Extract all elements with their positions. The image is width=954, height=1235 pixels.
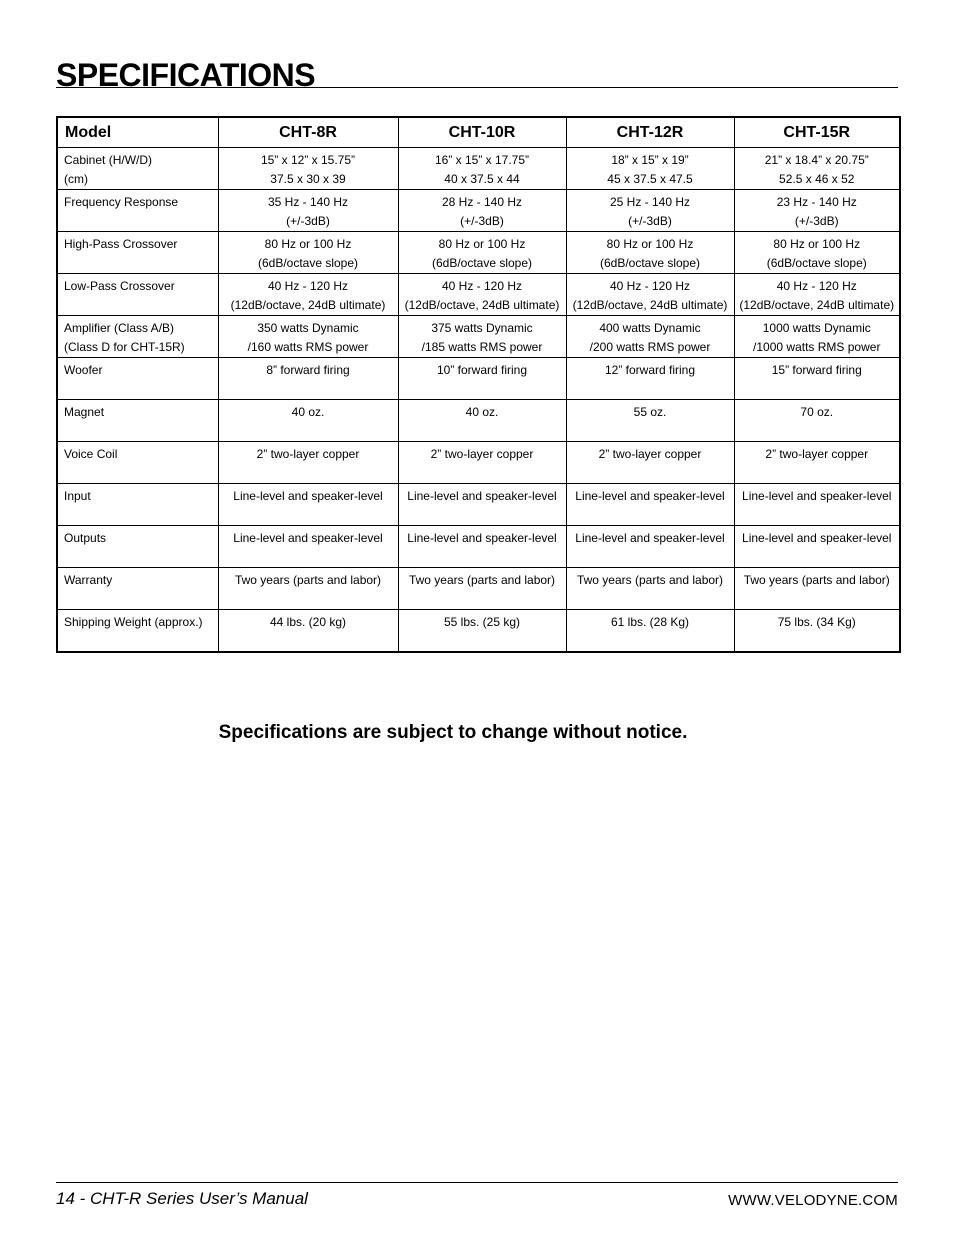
spec-cell: [734, 358, 900, 400]
cell-line: 70 oz.: [800, 405, 834, 419]
spec-cell: [218, 358, 398, 400]
spec-cell: [566, 610, 734, 652]
cell-line: Two years (parts and labor): [408, 573, 556, 587]
spec-cell: [398, 190, 566, 232]
spec-cell: [398, 148, 566, 190]
spec-cell: [566, 358, 734, 400]
spec-cell: [566, 316, 734, 358]
table-row: [57, 148, 900, 190]
row-label: [57, 400, 218, 442]
cell-line: Input: [64, 489, 91, 503]
table-row: [57, 484, 900, 526]
spec-cell: [398, 358, 566, 400]
spec-cell: [398, 568, 566, 610]
footer-website: WWW.VELODYNE.COM: [728, 1192, 898, 1209]
cell-line: Amplifier (Class A/B): [64, 321, 175, 335]
cell-line: (Class D for CHT-15R): [64, 340, 185, 354]
spec-cell: [566, 148, 734, 190]
spec-cell: [398, 232, 566, 274]
spec-cell: [218, 190, 398, 232]
title-divider: [56, 87, 898, 88]
cell-line: (cm): [64, 172, 88, 186]
cell-line: 44 lbs. (20 kg): [269, 615, 347, 629]
spec-cell: [734, 484, 900, 526]
cell-line: Line-level and speaker-level: [233, 489, 383, 503]
cell-line: Voice Coil: [64, 447, 118, 461]
table-row: [57, 526, 900, 568]
cell-line: (6dB/octave slope): [257, 256, 359, 270]
cell-line: Two years (parts and labor): [234, 573, 382, 587]
header-cht-10r: CHT-10R: [398, 117, 566, 148]
cell-line: Warranty: [64, 573, 113, 587]
header-cht-12r: CHT-12R: [566, 117, 734, 148]
spec-cell: [398, 442, 566, 484]
spec-cell: [398, 610, 566, 652]
row-label: [57, 526, 218, 568]
row-label: [57, 190, 218, 232]
row-label: [57, 232, 218, 274]
cell-line: 1000 watts Dynamic: [762, 321, 871, 335]
spec-cell: [398, 274, 566, 316]
cell-line: 45 x 37.5 x 47.5: [607, 172, 693, 186]
cell-line: 2” two-layer copper: [430, 447, 534, 461]
cell-line: 28 Hz - 140 Hz: [441, 195, 523, 209]
cell-line: 16” x 15” x 17.75”: [434, 153, 530, 167]
cell-line: /160 watts RMS power: [247, 340, 369, 354]
cell-line: 8” forward firing: [266, 363, 350, 377]
row-label: [57, 358, 218, 400]
cell-line: /185 watts RMS power: [421, 340, 543, 354]
cell-line: 75 lbs. (34 Kg): [777, 615, 856, 629]
table-row: [57, 568, 900, 610]
cell-line: (+/-3dB): [628, 214, 672, 228]
table-row: [57, 232, 900, 274]
table-row: [57, 358, 900, 400]
cell-line: Line-level and speaker-level: [742, 489, 892, 503]
row-label: [57, 316, 218, 358]
spec-cell: [734, 316, 900, 358]
spec-cell: [566, 526, 734, 568]
cell-line: 350 watts Dynamic: [257, 321, 359, 335]
table-row: [57, 316, 900, 358]
cell-line: Line-level and speaker-level: [575, 489, 725, 503]
spec-cell: [734, 568, 900, 610]
footer-manual-title: 14 - CHT-R Series User’s Manual: [56, 1189, 308, 1208]
cell-line: Line-level and speaker-level: [233, 531, 383, 545]
cell-line: Low-Pass Crossover: [64, 279, 175, 293]
cell-line: 23 Hz - 140 Hz: [776, 195, 857, 209]
spec-cell: [566, 190, 734, 232]
spec-cell: [398, 484, 566, 526]
cell-line: (+/-3dB): [794, 214, 839, 228]
cell-line: 52.5 x 46 x 52: [779, 172, 855, 186]
table-body: [57, 148, 900, 652]
cell-line: 12” forward firing: [604, 363, 696, 377]
cell-line: /1000 watts RMS power: [753, 340, 881, 354]
header-cht-15r: CHT-15R: [734, 117, 900, 148]
cell-line: (6dB/octave slope): [431, 256, 533, 270]
cell-line: Two years (parts and labor): [743, 573, 890, 587]
spec-cell: [218, 316, 398, 358]
spec-cell: [734, 610, 900, 652]
cell-line: 400 watts Dynamic: [599, 321, 701, 335]
spec-cell: [566, 400, 734, 442]
row-label: [57, 148, 218, 190]
cell-line: Line-level and speaker-level: [407, 489, 557, 503]
spec-cell: [218, 610, 398, 652]
spec-cell: [566, 232, 734, 274]
spec-cell: [218, 274, 398, 316]
row-label: [57, 610, 218, 652]
row-label: [57, 442, 218, 484]
cell-line: 18” x 15” x 19”: [611, 153, 689, 167]
cell-line: 21” x 18.4” x 20.75”: [764, 153, 869, 167]
spec-cell: [398, 400, 566, 442]
cell-line: (12dB/octave, 24dB ultimate): [404, 298, 560, 312]
cell-line: Cabinet (H/W/D): [64, 153, 153, 167]
cell-line: 375 watts Dynamic: [431, 321, 533, 335]
header-cht-8r: CHT-8R: [218, 117, 398, 148]
cell-line: Magnet: [64, 405, 105, 419]
cell-line: 35 Hz - 140 Hz: [267, 195, 349, 209]
cell-line: 40 oz.: [291, 405, 325, 419]
spec-cell: [218, 400, 398, 442]
cell-line: 2” two-layer copper: [598, 447, 702, 461]
cell-line: (12dB/octave, 24dB ultimate): [739, 298, 895, 312]
cell-line: (12dB/octave, 24dB ultimate): [230, 298, 386, 312]
cell-line: Frequency Response: [64, 195, 179, 209]
cell-line: Two years (parts and labor): [576, 573, 724, 587]
spec-cell: [218, 232, 398, 274]
cell-line: 40 Hz - 120 Hz: [267, 279, 349, 293]
cell-line: 55 lbs. (25 kg): [443, 615, 521, 629]
cell-line: 2” two-layer copper: [765, 447, 869, 461]
cell-line: 80 Hz or 100 Hz: [606, 237, 694, 251]
spec-cell: [218, 484, 398, 526]
spec-cell: [566, 484, 734, 526]
cell-line: (+/-3dB): [286, 214, 330, 228]
spec-cell: [566, 568, 734, 610]
cell-line: 40 Hz - 120 Hz: [609, 279, 691, 293]
cell-line: Line-level and speaker-level: [407, 531, 557, 545]
cell-line: 40 Hz - 120 Hz: [776, 279, 857, 293]
cell-line: Line-level and speaker-level: [575, 531, 725, 545]
spec-cell: [218, 442, 398, 484]
cell-line: (12dB/octave, 24dB ultimate): [572, 298, 728, 312]
spec-cell: [734, 526, 900, 568]
spec-cell: [398, 316, 566, 358]
spec-cell: [734, 148, 900, 190]
spec-cell: [734, 442, 900, 484]
cell-line: 61 lbs. (28 Kg): [610, 615, 690, 629]
spec-cell: [734, 190, 900, 232]
cell-line: 55 oz.: [633, 405, 667, 419]
cell-line: 40 Hz - 120 Hz: [441, 279, 523, 293]
cell-line: Shipping Weight (approx.): [64, 615, 203, 629]
cell-line: 2” two-layer copper: [256, 447, 360, 461]
cell-line: 15” forward firing: [771, 363, 862, 377]
spec-cell: [218, 568, 398, 610]
spec-cell: [566, 442, 734, 484]
cell-line: Outputs: [64, 531, 107, 545]
cell-line: /200 watts RMS power: [589, 340, 711, 354]
table-row: [57, 400, 900, 442]
cell-line: 10” forward firing: [436, 363, 528, 377]
row-label: [57, 484, 218, 526]
table-row: [57, 274, 900, 316]
cell-line: (6dB/octave slope): [766, 256, 867, 270]
header-model: Model: [57, 117, 218, 148]
cell-line: High-Pass Crossover: [64, 237, 178, 251]
spec-cell: [218, 526, 398, 568]
change-notice: Specifications are subject to change without notice.: [218, 722, 688, 743]
table-row: [57, 190, 900, 232]
specifications-table: [56, 116, 901, 653]
cell-line: (+/-3dB): [460, 214, 504, 228]
cell-line: Line-level and speaker-level: [742, 531, 892, 545]
spec-cell: [218, 148, 398, 190]
cell-line: 40 oz.: [465, 405, 499, 419]
cell-line: 80 Hz or 100 Hz: [773, 237, 861, 251]
cell-line: 15” x 12” x 15.75”: [260, 153, 356, 167]
row-label: [57, 274, 218, 316]
spec-cell: [734, 274, 900, 316]
cell-line: Woofer: [64, 363, 103, 377]
spec-cell: [734, 232, 900, 274]
table-row: [57, 610, 900, 652]
footer-divider: [56, 1182, 898, 1183]
page-title: SPECIFICATIONS: [56, 57, 316, 93]
spec-cell: [398, 526, 566, 568]
cell-line: 80 Hz or 100 Hz: [438, 237, 526, 251]
spec-cell: [566, 274, 734, 316]
cell-line: (6dB/octave slope): [599, 256, 701, 270]
cell-line: 37.5 x 30 x 39: [270, 172, 346, 186]
cell-line: 25 Hz - 140 Hz: [609, 195, 691, 209]
table-row: [57, 442, 900, 484]
table-header-row: [57, 117, 900, 148]
cell-line: 80 Hz or 100 Hz: [264, 237, 352, 251]
row-label: [57, 568, 218, 610]
spec-cell: [734, 400, 900, 442]
cell-line: 40 x 37.5 x 44: [444, 172, 520, 186]
